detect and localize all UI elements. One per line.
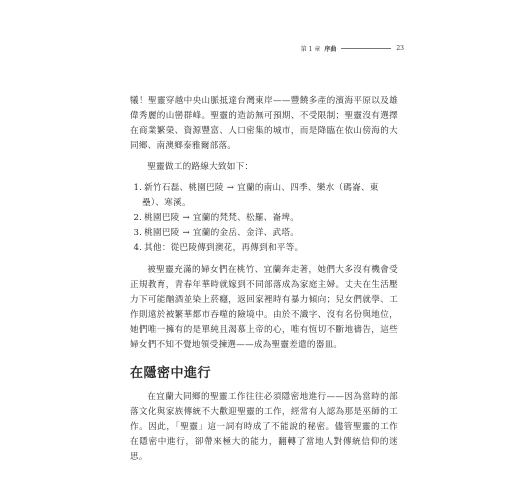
route-list — [130, 181, 398, 256]
route-text: 桃園巴陵 → 宜蘭的梵梵、松羅、崙埤。 — [144, 213, 300, 223]
route-number: 3. — [133, 228, 143, 238]
chapter-title: 序曲 — [324, 46, 337, 53]
paragraph-women: 被聖靈充滿的婦女們在桃竹、宜蘭奔走著，她們大多沒有機會受正規教育，青春年華時就嫁到不同部落成為家庭主婦。丈夫在生活壓力下可能酗酒並染上菸癮，返回家裡時有暴力傾向；兒女們就學、工作則遠於被繁華都市吞噬的險境中。由於不識字、沒有名份與地位，她們唯一擁有的是單純且渴慕上帝的心，唯有恆切不斷地禱告，這些婦女們不知不覺地領受揀選——成為聖靈差遣的器皿。 — [130, 265, 398, 350]
route-item — [130, 181, 398, 211]
header-rule — [341, 48, 391, 49]
route-intro: 聖靈做工的路線大致如下： — [147, 162, 254, 172]
section-heading: 在隱密中進行 — [130, 366, 212, 381]
route-number: 1. — [133, 183, 143, 193]
paragraph-continued: 犧！聖靈穿越中央山脈抵達台灣東岸——豐饒多產的濱海平原以及雄偉秀麗的山巒群峰。聖靈的造訪無可預期、不受限制；聖靈沒有選擇在商業繁榮、資源豐富、人口密集的城市，而是降臨在依山傍海的大同鄉、南澳鄉泰雅爾部落。 — [130, 96, 398, 151]
page-body — [130, 94, 398, 465]
paragraph-secret: 在宜蘭大同鄉的聖靈工作往往必須隱密地進行——因為當時的部落文化與家族傳統不大歡迎聖靈的工作，經常有人認為那是巫師的工作。因此，「聖靈」這一詞有時成了不能說的秘密。儘管聖靈的工作在隱密中進行，卻帶來極大的能力，翻轉了當地人對傳統信仰的迷思。 — [130, 392, 398, 462]
route-text: 新竹石磊、桃園巴陵 → 宜蘭的南山、四季、樂水（碼崙、東壘）、寒溪。 — [142, 183, 379, 208]
route-number: 4. — [133, 243, 143, 253]
running-header — [301, 44, 404, 53]
route-item — [130, 211, 398, 226]
route-text: 其他：從巴陵傳到澳花，再傳到和平等。 — [144, 243, 304, 253]
route-number: 2. — [133, 213, 143, 223]
route-item — [130, 241, 398, 256]
page-number: 23 — [396, 45, 404, 52]
chapter-number: 第 1 章 — [300, 46, 321, 53]
route-text: 桃園巴陵 → 宜蘭的金岳、金洋、武塔。 — [144, 228, 300, 238]
route-item — [130, 226, 398, 241]
